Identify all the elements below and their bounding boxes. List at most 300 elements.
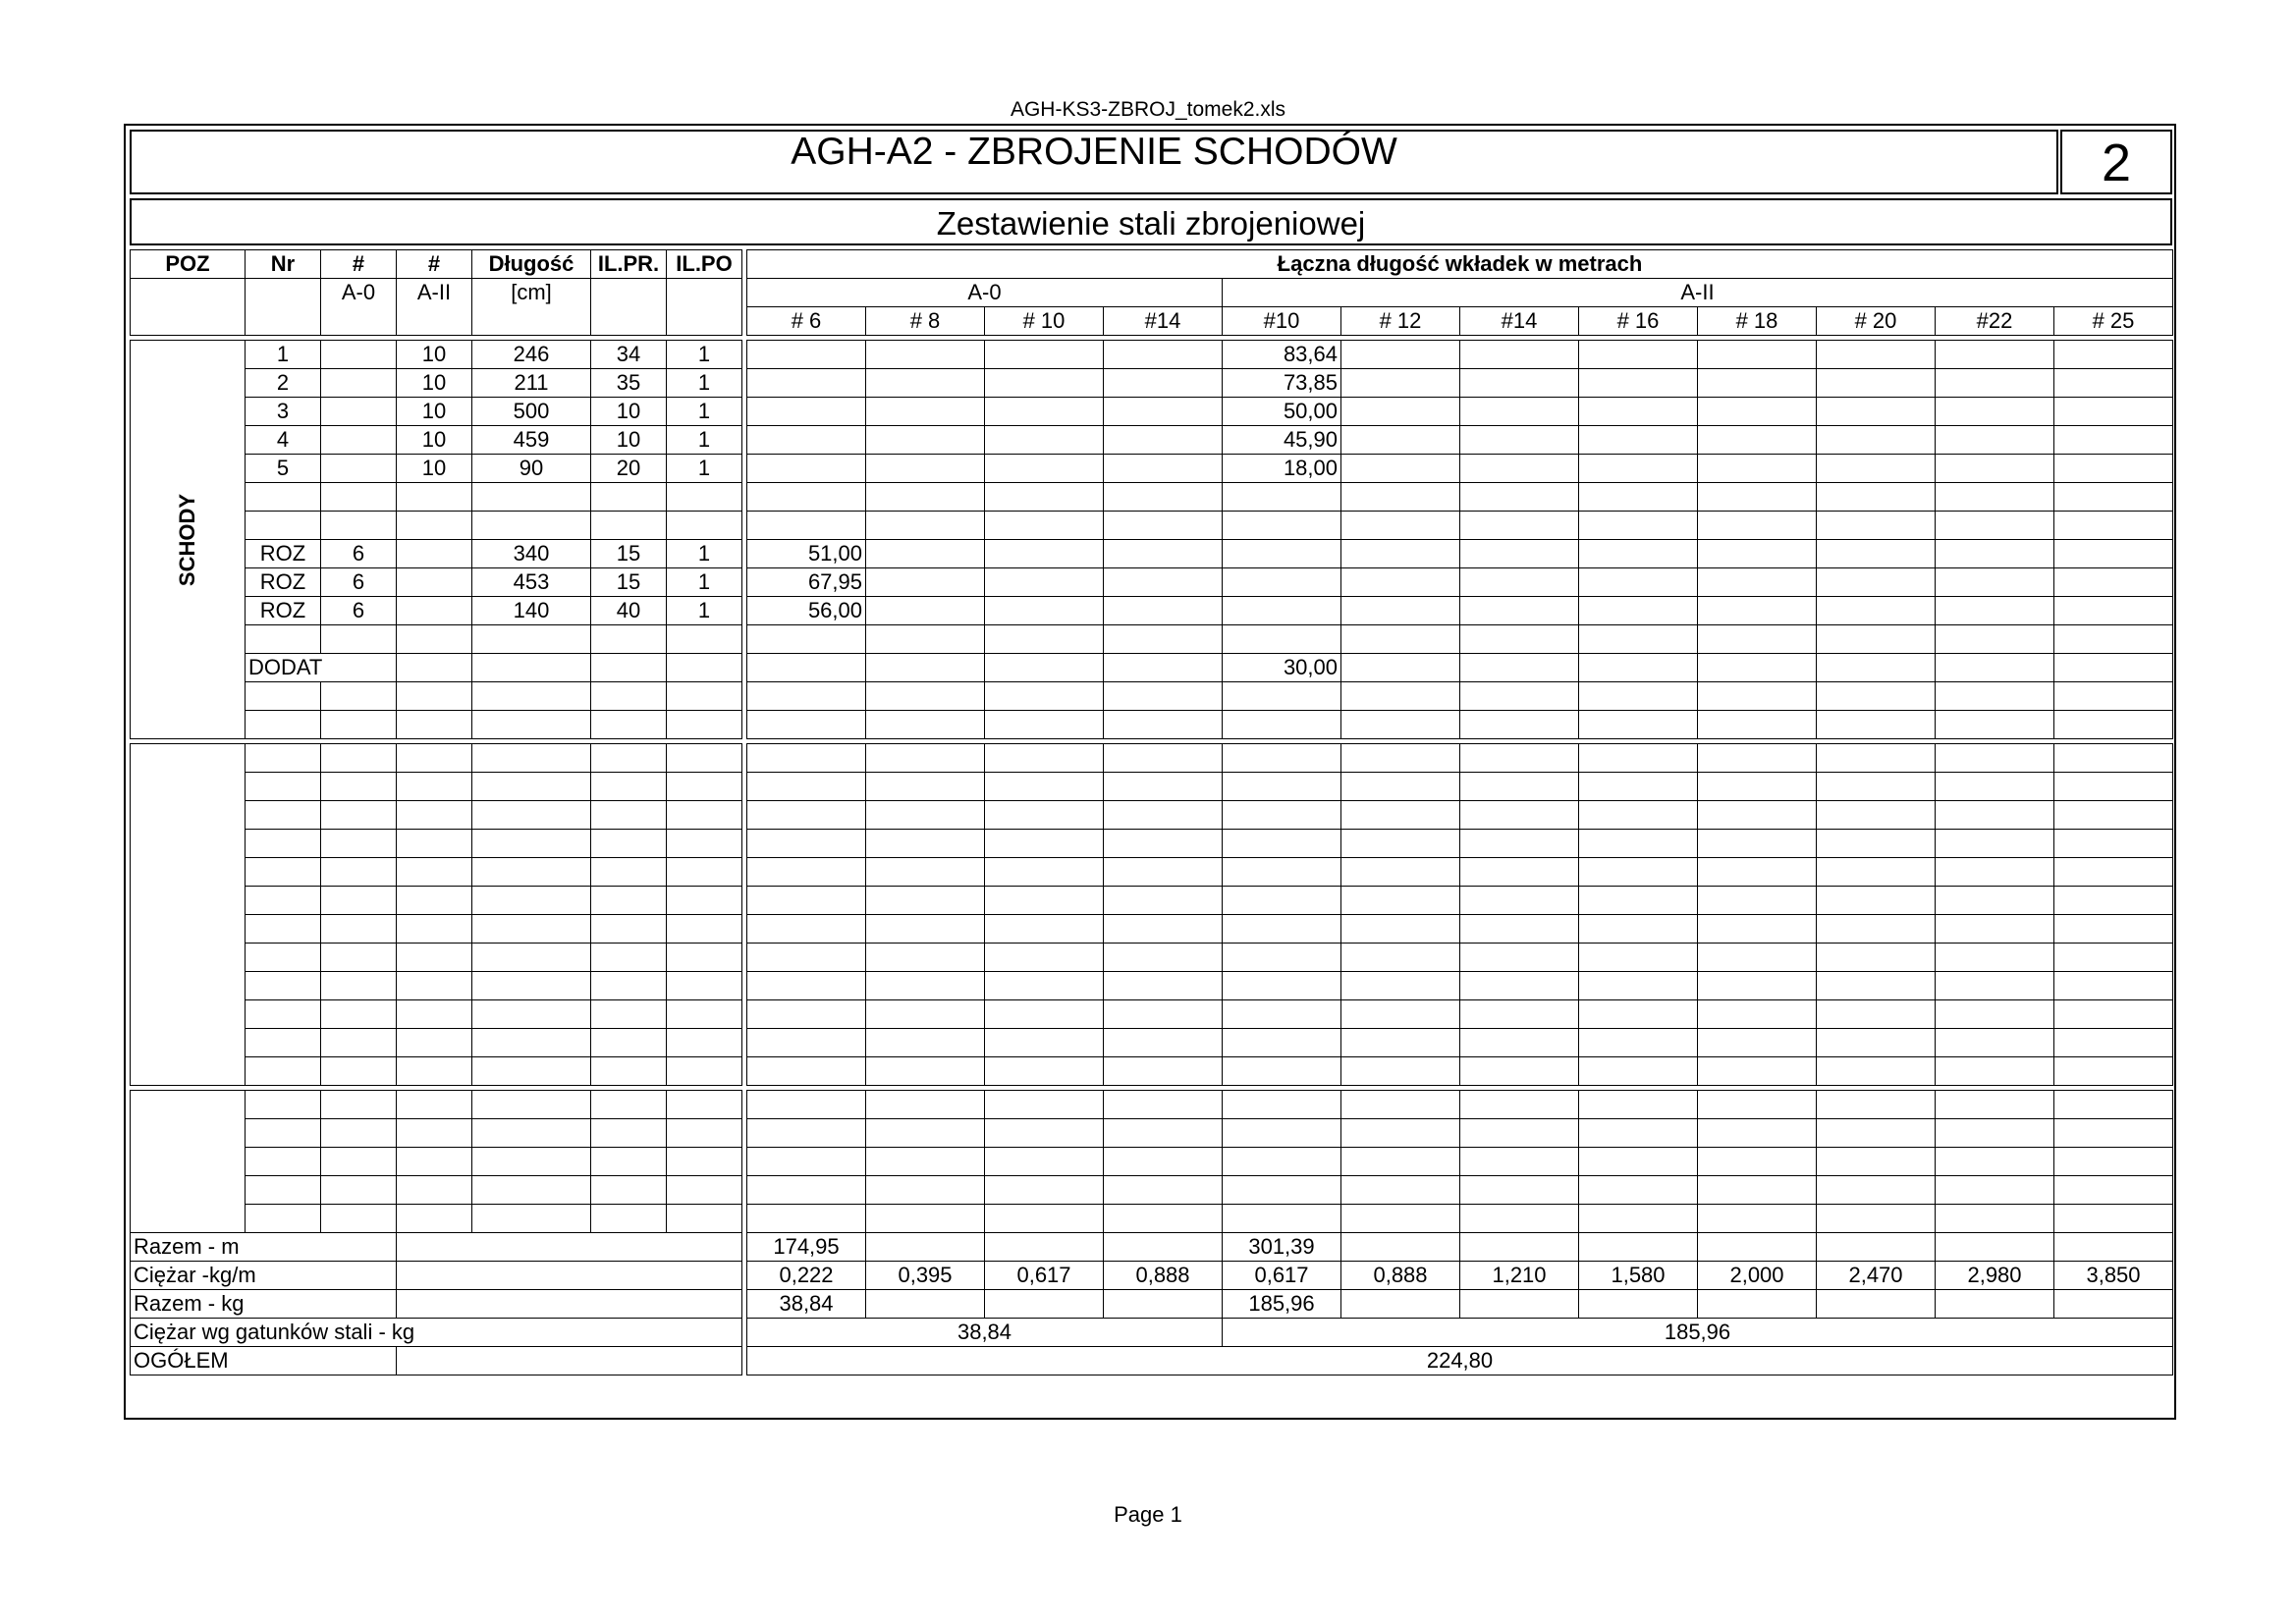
row-value	[1460, 654, 1579, 682]
blank-cell	[1223, 1148, 1341, 1176]
row-value	[985, 711, 1104, 739]
blank-cell	[397, 944, 472, 972]
table-row	[131, 744, 2173, 773]
row-nr	[246, 625, 321, 654]
table-row	[131, 455, 2173, 483]
row-dlugosc	[472, 654, 591, 682]
row-ciezar-value: 0,222	[747, 1262, 866, 1290]
blank-cell	[1223, 1091, 1341, 1119]
row-hash-a0	[321, 369, 397, 398]
row-value	[985, 398, 1104, 426]
blank-cell	[472, 1057, 591, 1086]
row-value	[1817, 625, 1936, 654]
row-nr: 2	[246, 369, 321, 398]
row-ilpo	[667, 512, 742, 540]
row-value	[1698, 398, 1817, 426]
blank-cell	[2054, 744, 2173, 773]
blank-cell	[591, 1119, 667, 1148]
blank-cell	[985, 1057, 1104, 1086]
row-value	[1104, 625, 1223, 654]
blank-cell	[246, 801, 321, 830]
row-ilpr	[591, 654, 667, 682]
blank-cell	[1104, 1205, 1223, 1233]
blank-cell	[985, 1029, 1104, 1057]
row-value	[985, 654, 1104, 682]
sheet-frame	[124, 124, 2176, 1420]
blank-cell	[472, 830, 591, 858]
blank-cell	[397, 830, 472, 858]
row-value	[747, 398, 866, 426]
row-value	[1698, 483, 1817, 512]
row-ciezar-value: 1,210	[1460, 1262, 1579, 1290]
page-footer: Page 1	[1114, 1502, 1182, 1527]
blank-cell	[866, 1119, 985, 1148]
blank-cell	[1936, 1119, 2054, 1148]
blank-cell	[397, 773, 472, 801]
row-hash-a0: 6	[321, 540, 397, 568]
blank-cell	[866, 1148, 985, 1176]
blank-cell	[1341, 1148, 1460, 1176]
blank-cell	[1104, 1000, 1223, 1029]
row-ilpr	[591, 483, 667, 512]
row-value	[2054, 682, 2173, 711]
row-gatunki-label: Ciężar wg gatunków stali - kg	[131, 1319, 742, 1347]
sub-ilpo	[667, 279, 742, 336]
table-row	[131, 711, 2173, 739]
row-ogolem-value: 224,80	[747, 1347, 2173, 1375]
blank-cell	[1223, 915, 1341, 944]
row-value	[1223, 682, 1341, 711]
blank-cell	[472, 1176, 591, 1205]
row-value	[1223, 483, 1341, 512]
row-dlugosc: 453	[472, 568, 591, 597]
blank-cell	[472, 1148, 591, 1176]
blank-cell	[1698, 1148, 1817, 1176]
row-hash-a2: 10	[397, 455, 472, 483]
blank-cell	[1936, 1057, 2054, 1086]
blank-cell	[1936, 1176, 2054, 1205]
row-value	[2054, 711, 2173, 739]
blank-cell	[472, 1119, 591, 1148]
row-ogolem	[131, 1347, 2173, 1375]
row-value	[1817, 398, 1936, 426]
blank-cell	[321, 773, 397, 801]
row-value	[1698, 597, 1817, 625]
blank-cell	[1104, 1176, 1223, 1205]
sub-nr	[246, 279, 321, 336]
table-row	[131, 1000, 2173, 1029]
row-value	[1579, 682, 1698, 711]
row-value	[1936, 711, 2054, 739]
row-value	[1817, 682, 1936, 711]
diam-a2-2: #14	[1460, 307, 1579, 336]
blank-cell	[985, 858, 1104, 887]
blank-cell	[321, 1119, 397, 1148]
row-ilpo: 1	[667, 426, 742, 455]
row-value	[1817, 568, 1936, 597]
col-hash-a0: #	[321, 250, 397, 279]
row-value	[1579, 540, 1698, 568]
row-ogolem-mid	[397, 1347, 742, 1375]
blank-cell	[1579, 1000, 1698, 1029]
row-value	[866, 711, 985, 739]
blank-cell	[1579, 744, 1698, 773]
row-value	[1698, 625, 1817, 654]
blank-cell	[1104, 801, 1223, 830]
table-row	[131, 625, 2173, 654]
row-value	[1104, 341, 1223, 369]
row-value	[1817, 341, 1936, 369]
row-ilpo: 1	[667, 455, 742, 483]
blank-cell	[747, 887, 866, 915]
blank-cell	[1460, 1057, 1579, 1086]
row-value	[1341, 398, 1460, 426]
row-value	[1104, 369, 1223, 398]
row-value	[1698, 568, 1817, 597]
blank-cell	[1341, 830, 1460, 858]
blank-cell	[1341, 1029, 1460, 1057]
blank-cell	[1936, 944, 2054, 972]
blank-cell	[246, 1029, 321, 1057]
blank-cell	[1698, 972, 1817, 1000]
group-a0: A-0	[747, 279, 1223, 307]
row-ciezar-value: 0,617	[1223, 1262, 1341, 1290]
row-razem-m-value	[1936, 1233, 2054, 1262]
blank-cell	[472, 915, 591, 944]
blank-cell	[1460, 830, 1579, 858]
blank-cell	[1698, 773, 1817, 801]
row-value	[747, 682, 866, 711]
blank-cell	[985, 972, 1104, 1000]
row-ilpo: 1	[667, 568, 742, 597]
diam-a0-2: # 10	[985, 307, 1104, 336]
blank-cell	[246, 744, 321, 773]
row-value	[1460, 455, 1579, 483]
blank-cell	[1817, 944, 1936, 972]
col-ilpo: IL.PO	[667, 250, 742, 279]
blank-cell	[1817, 1119, 1936, 1148]
blank-cell	[866, 1057, 985, 1086]
blank-cell	[397, 1205, 472, 1233]
row-value	[2054, 426, 2173, 455]
diam-a0-1: # 8	[866, 307, 985, 336]
blank-cell	[667, 1029, 742, 1057]
row-value: 56,00	[747, 597, 866, 625]
row-hash-a0	[321, 341, 397, 369]
row-value	[1460, 483, 1579, 512]
row-value	[1223, 512, 1341, 540]
row-value	[1223, 625, 1341, 654]
blank-cell	[1341, 972, 1460, 1000]
row-ciezar-value: 0,617	[985, 1262, 1104, 1290]
row-nr: ROZ	[246, 568, 321, 597]
blank-cell	[667, 915, 742, 944]
row-hash-a0	[321, 625, 397, 654]
row-value	[1936, 540, 2054, 568]
row-razem-m-value	[1341, 1233, 1460, 1262]
row-value	[1817, 654, 1936, 682]
blank-cell	[1223, 1176, 1341, 1205]
row-value	[2054, 540, 2173, 568]
row-razem-kg-value	[1936, 1290, 2054, 1319]
row-value	[866, 483, 985, 512]
blank-cell	[667, 744, 742, 773]
blank-cell	[1341, 1091, 1460, 1119]
blank-cell	[1341, 744, 1460, 773]
blank-cell	[321, 744, 397, 773]
row-hash-a0	[321, 512, 397, 540]
blank-cell	[1341, 1176, 1460, 1205]
row-ciezar-value: 0,888	[1104, 1262, 1223, 1290]
blank-cell	[667, 773, 742, 801]
row-value	[2054, 597, 2173, 625]
blank-cell	[667, 1205, 742, 1233]
row-value	[2054, 369, 2173, 398]
row-ciezar-value: 3,850	[2054, 1262, 2173, 1290]
blank-cell	[1104, 1057, 1223, 1086]
table-row	[131, 858, 2173, 887]
row-razem-m-value	[1817, 1233, 1936, 1262]
blank-cell	[1341, 801, 1460, 830]
row-value	[1579, 625, 1698, 654]
blank-cell	[472, 1000, 591, 1029]
row-razem-kg-label: Razem - kg	[131, 1290, 397, 1319]
diam-a2-6: #22	[1936, 307, 2054, 336]
blank-cell	[472, 944, 591, 972]
row-value	[1817, 369, 1936, 398]
blank-cell	[1460, 1029, 1579, 1057]
row-value	[1698, 682, 1817, 711]
blank-cell	[591, 1057, 667, 1086]
blank-cell	[246, 887, 321, 915]
blank-cell	[1579, 1029, 1698, 1057]
row-value	[747, 455, 866, 483]
row-nr	[246, 682, 321, 711]
blank-cell	[1223, 887, 1341, 915]
row-value: 51,00	[747, 540, 866, 568]
blank-cell	[321, 944, 397, 972]
row-dlugosc: 211	[472, 369, 591, 398]
blank-cell	[1936, 1029, 2054, 1057]
blank-cell	[1460, 773, 1579, 801]
row-value	[1698, 540, 1817, 568]
blank-cell	[1698, 1091, 1817, 1119]
row-value	[866, 597, 985, 625]
blank-cell	[667, 830, 742, 858]
row-ilpr: 40	[591, 597, 667, 625]
blank-cell	[1104, 915, 1223, 944]
blank-cell	[246, 1057, 321, 1086]
blank-cell	[985, 887, 1104, 915]
row-value	[747, 711, 866, 739]
header-row-2	[131, 279, 2173, 307]
blank-cell	[1104, 887, 1223, 915]
blank-cell	[591, 830, 667, 858]
blank-cell	[866, 773, 985, 801]
row-razem-kg-value	[2054, 1290, 2173, 1319]
row-hash-a2: 10	[397, 341, 472, 369]
row-ilpr: 15	[591, 540, 667, 568]
diam-a0-0: # 6	[747, 307, 866, 336]
blank-cell	[1698, 1205, 1817, 1233]
blank-cell	[667, 1000, 742, 1029]
row-dlugosc: 459	[472, 426, 591, 455]
row-value	[1341, 369, 1460, 398]
row-value	[1460, 568, 1579, 597]
blank-cell	[591, 1000, 667, 1029]
blank-cell	[866, 887, 985, 915]
blank-cell	[472, 1205, 591, 1233]
row-razem-kg-value	[1104, 1290, 1223, 1319]
row-value	[1341, 597, 1460, 625]
blank-cell	[747, 972, 866, 1000]
blank-cell	[1104, 944, 1223, 972]
row-value	[1579, 597, 1698, 625]
row-hash-a0	[321, 426, 397, 455]
table-row	[131, 944, 2173, 972]
table-row	[131, 1057, 2173, 1086]
blank-cell	[321, 1000, 397, 1029]
blank-cell	[246, 1148, 321, 1176]
blank-cell	[1936, 801, 2054, 830]
row-value: 30,00	[1223, 654, 1341, 682]
blank-cell	[2054, 1148, 2173, 1176]
blank-cell	[2054, 1119, 2173, 1148]
row-ilpr: 34	[591, 341, 667, 369]
row-gatunki-a2: 185,96	[1223, 1319, 2173, 1347]
row-value	[2054, 455, 2173, 483]
blank-cell	[985, 744, 1104, 773]
blank-cell	[1460, 801, 1579, 830]
blank-cell	[1341, 1057, 1460, 1086]
blank-cell	[321, 1057, 397, 1086]
row-hash-a0	[321, 483, 397, 512]
row-ilpo	[667, 711, 742, 739]
blank-cell	[1341, 944, 1460, 972]
blank-cell	[866, 1000, 985, 1029]
blank-cell	[2054, 1000, 2173, 1029]
row-value	[1223, 540, 1341, 568]
blank-cell	[1936, 858, 2054, 887]
row-value	[1460, 711, 1579, 739]
blank-cell	[591, 1091, 667, 1119]
row-value	[2054, 625, 2173, 654]
blank-cell	[667, 972, 742, 1000]
row-razem-m-value	[1579, 1233, 1698, 1262]
row-ilpo	[667, 625, 742, 654]
blank-cell	[246, 1119, 321, 1148]
blank-cell	[1104, 1119, 1223, 1148]
blank-cell	[1104, 1029, 1223, 1057]
row-value	[866, 369, 985, 398]
blank-cell	[1104, 830, 1223, 858]
row-ilpr: 20	[591, 455, 667, 483]
row-value	[1341, 711, 1460, 739]
row-value	[1817, 540, 1936, 568]
blank-cell	[1936, 1000, 2054, 1029]
row-ilpo	[667, 654, 742, 682]
row-value	[1223, 597, 1341, 625]
blank-cell	[1936, 915, 2054, 944]
row-value	[985, 597, 1104, 625]
row-value	[1341, 455, 1460, 483]
table-row	[131, 972, 2173, 1000]
blank-cell	[1936, 744, 2054, 773]
blank-cell	[321, 1091, 397, 1119]
row-value	[1104, 597, 1223, 625]
row-hash-a2: 10	[397, 426, 472, 455]
blank-cell	[866, 801, 985, 830]
table-row	[131, 1148, 2173, 1176]
blank-cell	[747, 1000, 866, 1029]
blank-cell	[591, 944, 667, 972]
blank-cell	[2054, 773, 2173, 801]
blank-cell	[397, 858, 472, 887]
row-dlugosc: 340	[472, 540, 591, 568]
row-value	[1579, 398, 1698, 426]
row-value	[985, 625, 1104, 654]
blank-cell	[1579, 801, 1698, 830]
table-row	[131, 773, 2173, 801]
blank-cell	[985, 915, 1104, 944]
row-ilpr	[591, 682, 667, 711]
blank-cell	[591, 744, 667, 773]
blank-cell	[2054, 1091, 2173, 1119]
blank-cell	[472, 744, 591, 773]
blank-cell	[747, 944, 866, 972]
blank-cell	[246, 773, 321, 801]
section-label-text: SCHODY	[175, 493, 199, 586]
row-dlugosc	[472, 483, 591, 512]
row-value	[1579, 455, 1698, 483]
blank-cell	[1579, 858, 1698, 887]
blank-cell	[667, 1091, 742, 1119]
diam-a2-0: #10	[1223, 307, 1341, 336]
blank-cell	[591, 915, 667, 944]
row-razem-kg-value	[1460, 1290, 1579, 1319]
blank-cell	[985, 944, 1104, 972]
row-hash-a0	[321, 682, 397, 711]
blank-cell	[472, 801, 591, 830]
blank-cell	[866, 944, 985, 972]
row-value	[1341, 540, 1460, 568]
row-value	[1341, 654, 1460, 682]
row-hash-a2	[397, 625, 472, 654]
row-dlugosc	[472, 625, 591, 654]
row-value: 18,00	[1223, 455, 1341, 483]
blank-cell	[2054, 1205, 2173, 1233]
blank-cell	[246, 830, 321, 858]
blank-cell	[747, 744, 866, 773]
row-ilpr: 10	[591, 426, 667, 455]
blank-cell	[397, 744, 472, 773]
blank-cell	[985, 1148, 1104, 1176]
row-value	[1698, 369, 1817, 398]
blank-cell	[747, 915, 866, 944]
blank-cell	[667, 1057, 742, 1086]
row-value	[1936, 568, 2054, 597]
row-nr	[246, 512, 321, 540]
blank-cell	[1223, 972, 1341, 1000]
blank-cell	[1460, 915, 1579, 944]
blank-cell	[747, 801, 866, 830]
blank-cell	[591, 887, 667, 915]
row-value: 45,90	[1223, 426, 1341, 455]
row-value	[1460, 369, 1579, 398]
blank-cell	[866, 830, 985, 858]
blank-cell	[747, 1119, 866, 1148]
row-value	[1104, 654, 1223, 682]
